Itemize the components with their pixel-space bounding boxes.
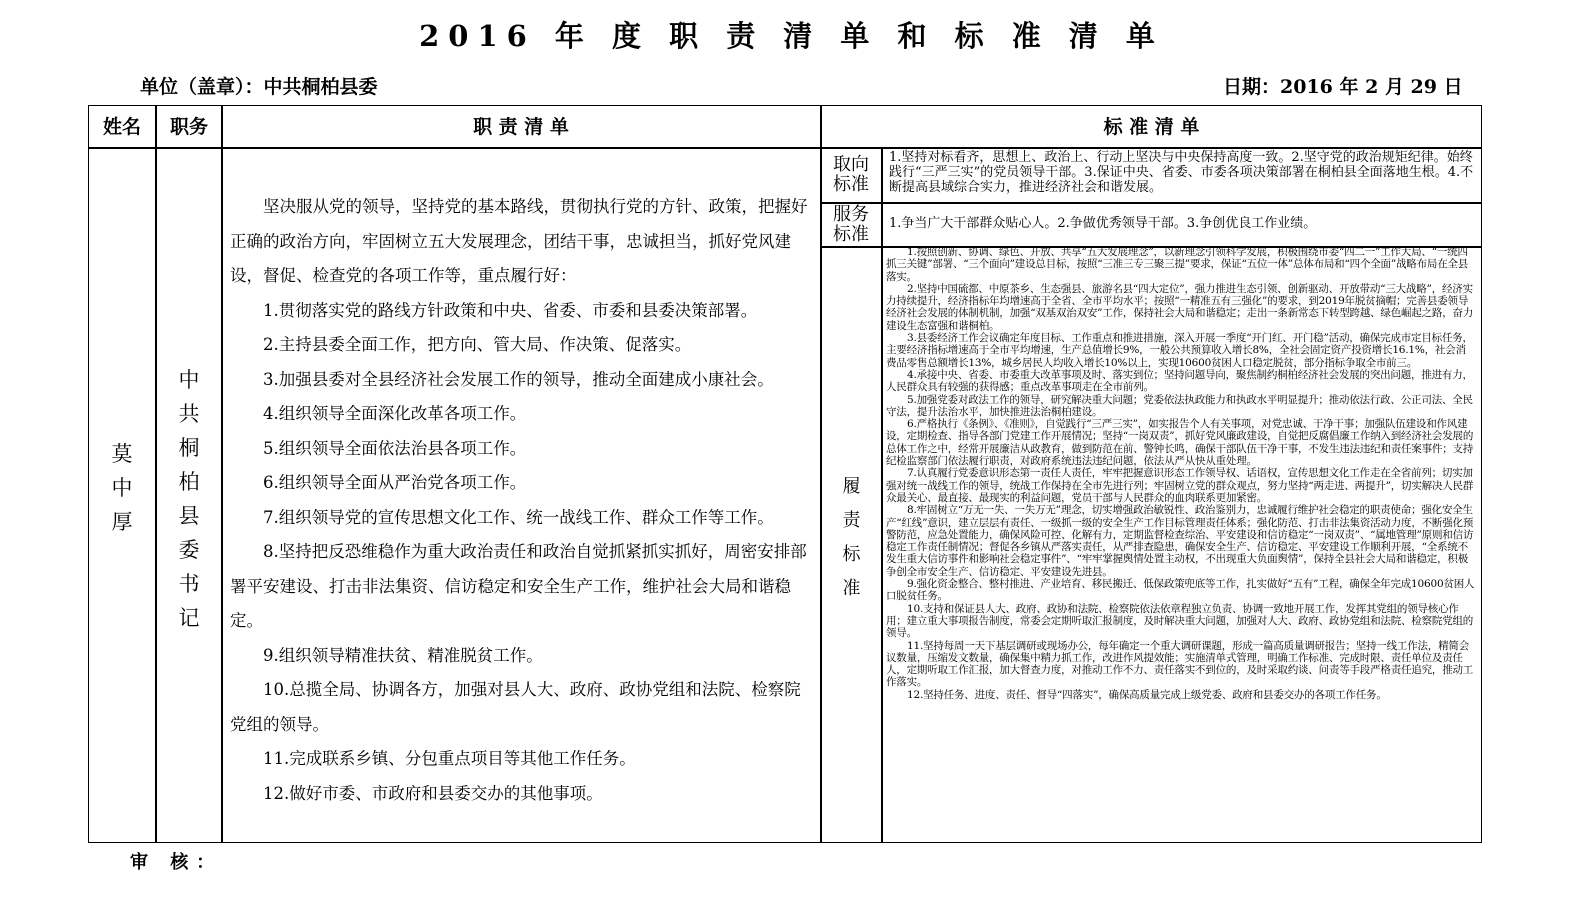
duty-item: 12.做好市委、市政府和县委交办的其他事项。 xyxy=(263,783,603,803)
performance-item: 9.强化资金整合、整村推进、产业培育、移民搬迁、低保政策兜底等工作，扎实做好“五有”工程，确保全年完成10600贫困人口脱贫任务。 xyxy=(886,578,1475,603)
performance-item: 12.坚持任务、进度、责任、督导“四落实”，确保高质量完成上级党委、政府和县委交办的各项工作任务。 xyxy=(907,688,1387,701)
header-name: 姓名 xyxy=(102,116,141,138)
performance-item: 4.承接中央、省委、市委重大改革事项及时、落实到位；坚持问题导向，聚焦制约桐柏经济社会发展的突出问题，推进有力，人民群众具有较强的获得感；重点改革事项走在全市前列。 xyxy=(886,368,1473,394)
duties-list xyxy=(230,190,810,811)
performance-label-char: 标 xyxy=(842,544,861,565)
performance-item: 11.坚持每周一天下基层调研或现场办公，每年确定一个重大调研课题，形成一篇高质量调研报告；坚持一线工作法，精简会议数量，压缩发文数量，确保集中精力抓工作，改进作风提效能；实施清单式管理，明确工作标准、完成时限、责任单位及责任人，定期听取工作汇报，加大督查力度，对推动工作不力、责任落实不到位的，及时采取约谈、问责等手段严格责任追究，推动工作落实。 xyxy=(886,639,1474,689)
duties-intro: 坚决服从党的领导，坚持党的基本路线，贯彻执行党的方针、政策，把握好正确的政治方向，牢固树立五大发展理念，团结干事，忠诚担当，抓好党风建设，督促、检查党的各项工作等，重点履行好： xyxy=(230,197,808,285)
duty-item: 4.组织领导全面深化改革各项工作。 xyxy=(263,404,527,423)
person-name-char: 莫 xyxy=(111,442,133,466)
performance-standard-label xyxy=(821,470,882,606)
duty-item: 11.完成联系乡镇、分包重点项目等其他工作任务。 xyxy=(263,749,636,768)
person-position-char: 记 xyxy=(178,606,200,630)
performance-item: 8.牢固树立“万无一失、一失万无”理念，切实增强政治敏锐性、政治鉴别力，忠诚履行维护社会稳定的职责使命；强化安全生产“红线”意识，建立层层有责任、一级抓一级的安全生产工作目标管理责任体系；强化防范、打击非法集资活动力度，不断强化预警防范，应急处置能力，确保风险可控、化解有力，定期监督检查综治、平安建设和信访稳定“一岗双责”、“属地管理”原则和信访稳定工作责任制情况；督促各乡镇从严落实责任，从严排查隐患，确保安全生产、信访稳定、平安建设工作顺利开展，“全系统不发生重大信访事件和影响社会稳定事件”、“牢牢掌握舆情处置主动权，不出现重大负面舆情”，保持全县社会大局和谐稳定，积极争创全市安全生产、信访稳定、平安建设先进县。 xyxy=(886,504,1474,578)
performance-item: 10.支持和保证县人大、政府、政协和法院、检察院依法依章程独立负责、协调一致地开展工作，发挥其党组的领导核心作用；建立重大事项报告制度，常委会定期听取汇报制度，及时解决重大问题，加强对人大、政府、政协党组和法院、检察院党组的领导。 xyxy=(886,602,1474,640)
header-duties: 职 责 清 单 xyxy=(473,116,569,138)
performance-item: 2.坚持中国硫都、中原茶乡、生态强县、旅游名县“四大定位”，强力推进生态引领、创新驱动、开放带动“三大战略”，经济实力持续提升，经济指标年均增速高于全省、全市平均水平；按照“一精准五有三强化”的要求，到2019年脱贫摘帽；完善县委领导经济社会发展的体制机制，加强“双基双治双安”工作，保持社会大局和谐稳定；走出一条新常态下转型跨越、绿色崛起之路，奋力建设生态富强和谐桐柏。 xyxy=(886,282,1474,332)
duty-item: 6.组织领导全面从严治党各项工作。 xyxy=(263,473,527,492)
duty-item: 1.贯彻落实党的路线方针政策和中央、省委、市委和县委决策部署。 xyxy=(263,300,758,320)
person-position-char: 共 xyxy=(178,402,200,426)
performance-standard-list xyxy=(886,246,1476,701)
duty-item: 8.坚持把反恐维稳作为重大政治责任和政治自觉抓紧抓实抓好，周密安排部署平安建设、打击非法集资、信访稳定和安全生产工作，维护社会大局和谐稳定。 xyxy=(230,542,807,630)
duty-item: 10.总揽全局、协调各方，加强对县人大、政府、政协党组和法院、检察院党组的领导。 xyxy=(230,680,801,734)
orientation-standard-label: 取向标准 xyxy=(833,154,869,195)
document-title: 2016 年 度 职 责 清 单 和 标 准 清 单 xyxy=(419,19,1164,53)
person-position-char: 桐 xyxy=(178,436,200,460)
person-position-char: 中 xyxy=(178,368,200,392)
service-standard-text: 1.争当广大干部群众贴心人。2.争做优秀领导干部。3.争创优良工作业绩。 xyxy=(889,216,1317,231)
performance-item: 6.严格执行《条例》、《准则》，自觉践行“三严三实”，如实报告个人有关事项，对党忠诚、干净干事；加强队伍建设和作风建设，定期检查、指导各部门党建工作开展情况；坚持“一岗双责”，抓好党风廉政建设，自觉把反腐倡廉工作纳入到经济社会发展的总体工作之中，经常开展廉洁从政教育，做到防范在前、警钟长鸣，确保干部队伍干净干事，不发生违法违纪和责任案事件；支持纪检监察部门依法履行职责，对政府系统违法违纪问题，依法从严从快从重处理。 xyxy=(886,418,1474,468)
duty-item: 7.组织领导党的宣传思想文化工作、统一战线工作、群众工作等工作。 xyxy=(263,507,774,527)
performance-item: 7.认真履行党委意识形态第一责任人责任，牢牢把握意识形态工作领导权、话语权，宣传思想文化工作走在全省前列；切实加强对统一战线工作的领导，统战工作保持在全市先进行列；牢固树立党的群众观点，努力坚持“两走进、两提升”，切实解决人民群众最关心、最直接、最现实的利益问题，党员干部与人民群众的血肉联系更加紧密。 xyxy=(886,467,1474,504)
header-position: 职务 xyxy=(169,116,208,138)
unit-label: 单位（盖章）：中共桐柏县委 xyxy=(140,76,378,98)
duty-item: 3.加强县委对全县经济社会发展工作的领导，推动全面建成小康社会。 xyxy=(263,369,774,389)
review-label: 审 核： xyxy=(130,852,223,873)
performance-label-char: 责 xyxy=(842,510,861,531)
orientation-standard-text: 1.坚持对标看齐，思想上、政治上、行动上坚决与中央保持高度一致。2.坚守党的政治规矩纪律。始终践行“三严三实”的党员领导干部。3.保证中央、省委、市委各项决策部署在桐柏县全面落地生根。4.不断提高县域综合实力，推进经济社会和谐发展。 xyxy=(889,150,1474,195)
performance-label-char: 履 xyxy=(842,476,861,497)
person-position-char: 柏 xyxy=(178,470,200,494)
performance-item: 3.县委经济工作会议确定年度目标、工作重点和推进措施，深入开展一季度“开门红、开门稳”活动，确保完成市定目标任务，主要经济指标增速高于全市平均增速，生产总值增长9%，一般公共预算收入增长8%，全社会固定资产投资增长16.1%，社会消费品零售总额增长13%，城乡居民人均收入增长10%以上，实现10600贫困人口稳定脱贫，部分指标争取全市前三。 xyxy=(886,332,1473,369)
person-name-char: 厚 xyxy=(111,510,133,534)
person-name-char: 中 xyxy=(111,476,133,500)
performance-item: 5.加强党委对政法工作的领导，研究解决重大问题；党委依法执政能力和执政水平明显提升；推动依法行政、公正司法、全民守法，提升法治水平，加快推进法治桐柏建设。 xyxy=(886,393,1473,418)
performance-label-char: 准 xyxy=(842,578,861,599)
duty-item: 9.组织领导精准扶贫、精准脱贫工作。 xyxy=(263,645,543,665)
person-position-char: 书 xyxy=(178,572,200,596)
performance-item: 1.按照创新、协调、绿色、开放、共享“五大发展理念”，以新理念引领科学发展，积极围绕市委“四二一”工作大局、“一统四抓三关键”部署、“三个面向”建设总目标，按照“三准三专三聚三提”要求，保证“五位一体”总体布局和“四个全面”战略布局在全县落实。 xyxy=(886,246,1469,283)
person-name xyxy=(88,437,156,539)
row-divider xyxy=(820,202,1482,204)
service-standard-label: 服务标准 xyxy=(833,204,869,245)
header-standards: 标 准 清 单 xyxy=(1103,116,1200,138)
person-position xyxy=(156,363,222,635)
duty-item: 5.组织领导全面依法治县各项工作。 xyxy=(263,438,527,458)
person-position-char: 委 xyxy=(178,538,200,562)
duty-item: 2.主持县委全面工作，把方向、管大局、作决策、促落实。 xyxy=(263,335,692,354)
date-label: 日期：2016 年 2 月 29 日 xyxy=(1223,76,1463,98)
person-position-char: 县 xyxy=(178,504,200,528)
